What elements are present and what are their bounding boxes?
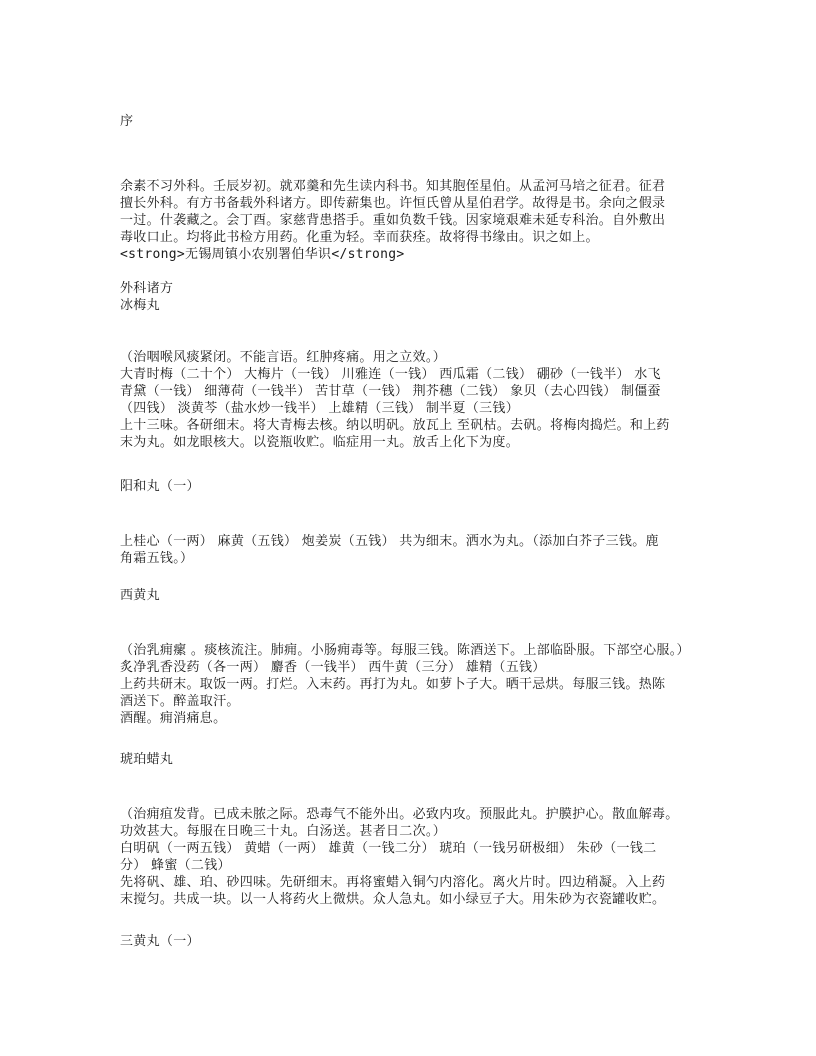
formula-line: 分） 蜂蜜（二钱） [120,858,231,873]
formula-name: 琥珀蜡丸 [120,752,174,767]
formula-line: 末为丸。如龙眼核大。以瓷瓶收贮。临症用一丸。放舌上化下为度。 [120,435,520,450]
formula-name: 阳和丸（一） [120,479,200,494]
formula-line: 功效甚大。每服在日晚三十丸。白汤送。甚者日二次。） [120,824,447,839]
formula-line: 炙净乳香没药（各一两） 麝香（一钱半） 西牛黄（三分） 雄精（五钱） [120,660,546,675]
formula-line: （治咽喉风痰紧闭。不能言语。红肿疼痛。用之立效。） [120,350,447,365]
preface-line: 一过。什袭藏之。会丁酉。家慈背患搭手。重如负数千钱。因家境艰难未延专科治。自外敷出 [120,213,666,228]
formula-line: 青黛（一钱） 细薄荷（一钱半） 苦甘草（一钱） 荆芥穗（二钱） 象贝（去心四钱） 制僵蚕 [120,384,661,399]
preface-signature: <strong>无锡周镇小农别署伯华识</strong> [120,247,405,262]
formula-name: 西黄丸 [120,588,160,603]
formula-line: （治乳痈瘰 。痰核流注。肺痈。小肠痈毒等。每服三钱。陈酒送下。上部临卧服。下部空心服。） [120,643,690,658]
formula-name: 三黄丸（一） [120,934,200,949]
formula-line: 大青时梅（二十个） 大梅片（一钱） 川雅连（一钱） 西瓜霜（二钱） 硼砂（一钱半） 水飞 [120,367,661,382]
formula-line: 白明矾（一两五钱） 黄蜡（一两） 雄黄（一钱二分） 琥珀（一钱另研极细） 朱砂（一钱二 [120,841,657,856]
formula-line: 先将矾、雄、珀、砂四味。先研细末。再将蜜蜡入铜勺内溶化。离火片时。四边稍凝。入上药 [120,875,666,890]
preface-line: 擅长外科。有方书备载外科诸方。即传薪集也。许恒氏曾从星伯君学。故得是书。余向之假录 [120,196,666,211]
formula-line: （治痈疽发背。已成未脓之际。恐毒气不能外出。必致内攻。预服此丸。护膜护心。散血解毒。 [120,807,679,822]
section-title: 外科诸方 [120,281,174,296]
formula-name: 冰梅丸 [120,298,160,313]
formula-line: 酒送下。醉盖取汗。 [120,694,240,709]
formula-line: 上桂心（一两） 麻黄（五钱） 炮姜炭（五钱） 共为细末。洒水为丸。（添加白芥子三钱。鹿 [120,534,659,549]
formula-line: （四钱） 淡黄芩（盐水炒一钱半） 上雄精（三钱） 制半夏（三钱） [120,401,519,416]
formula-line: 末搅匀。共成一块。以一人将药火上微烘。众人急丸。如小绿豆子大。用朱砂为衣瓷罐收贮。 [120,892,666,907]
preface-line: 余素不习外科。壬辰岁初。就邓羹和先生读内科书。知其胞侄星伯。从孟河马培之征君。征君 [120,179,666,194]
formula-line: 角霜五钱。） [120,551,194,566]
formula-line: 酒醒。痈消痛息。 [120,711,227,726]
preface-heading: 序 [120,114,134,129]
formula-line: 上十三味。各研细末。将大青梅去核。纳以明矾。放瓦上 至矾枯。去矾。将梅肉捣烂。和上药 [120,418,670,433]
preface-line: 毒收口止。均将此书检方用药。化重为轻。幸而获痊。故将得书缘由。识之如上。 [120,230,599,245]
formula-line: 上药共研末。取饭一两。打烂。入末药。再打为丸。如萝卜子大。晒干忌烘。每服三钱。热陈 [120,677,666,692]
